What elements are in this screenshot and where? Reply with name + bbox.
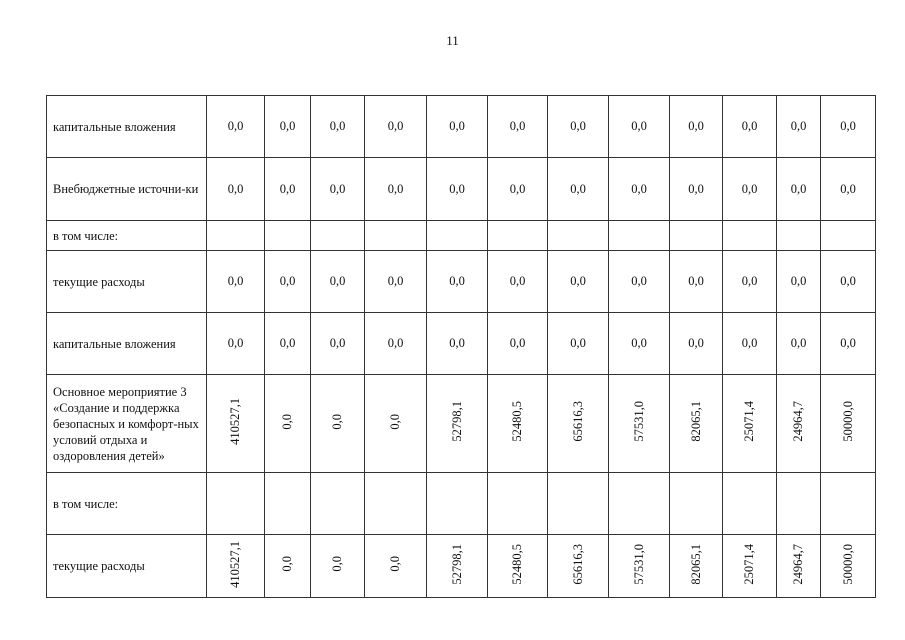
value-cell: 0,0 (670, 251, 723, 313)
table-row (47, 251, 876, 313)
value-text: 0,0 (388, 556, 402, 572)
value-cell (311, 473, 365, 535)
value-cell: 0,0 (207, 158, 265, 221)
row-label: в том числе: (47, 473, 207, 535)
value-cell (207, 221, 265, 251)
value-text: 0,0 (330, 556, 344, 572)
value-cell: 0,0 (265, 158, 311, 221)
value-cell: 0,0 (427, 251, 488, 313)
value-cell: 0,0 (548, 158, 609, 221)
value-cell: 0,0 (265, 251, 311, 313)
value-cell (311, 535, 365, 598)
value-cell: 0,0 (265, 313, 311, 375)
table-row (47, 473, 876, 535)
value-text: 50000,0 (840, 401, 855, 442)
value-text: 0,0 (388, 413, 402, 430)
value-cell: 0,0 (777, 96, 821, 158)
value-cell (723, 221, 777, 251)
value-cell: 0,0 (723, 313, 777, 375)
value-text: 52798,1 (449, 543, 464, 585)
value-text: 24964,7 (791, 543, 805, 585)
value-cell (488, 535, 548, 598)
value-text: 0,0 (280, 413, 294, 430)
value-text: 57531,0 (631, 401, 646, 442)
value-cell: 0,0 (488, 96, 548, 158)
value-cell (548, 535, 609, 598)
value-text: 65616,3 (570, 543, 585, 585)
table-row (47, 313, 876, 375)
value-cell (207, 535, 265, 598)
value-text: 52798,1 (449, 401, 464, 442)
value-text: 410527,1 (228, 398, 242, 445)
value-cell: 0,0 (723, 96, 777, 158)
value-cell (609, 535, 670, 598)
value-cell: 0,0 (821, 251, 876, 313)
value-text: 57531,0 (631, 543, 646, 585)
value-cell (488, 221, 548, 251)
value-cell: 0,0 (488, 251, 548, 313)
value-cell (821, 221, 876, 251)
value-cell: 0,0 (670, 158, 723, 221)
value-cell (365, 221, 427, 251)
budget-table (46, 95, 876, 598)
value-cell: 0,0 (777, 251, 821, 313)
value-cell: 0,0 (488, 158, 548, 221)
value-cell (670, 535, 723, 598)
value-cell: 0,0 (670, 96, 723, 158)
value-cell (207, 375, 265, 473)
value-cell: 0,0 (365, 96, 427, 158)
value-cell: 0,0 (365, 251, 427, 313)
value-cell: 0,0 (311, 96, 365, 158)
value-text: 0,0 (280, 556, 294, 572)
value-cell: 0,0 (821, 96, 876, 158)
value-cell: 0,0 (548, 251, 609, 313)
value-cell (265, 473, 311, 535)
value-cell (723, 375, 777, 473)
value-cell (548, 473, 609, 535)
value-cell: 0,0 (670, 313, 723, 375)
value-cell (548, 221, 609, 251)
table-row (47, 96, 876, 158)
value-cell (265, 221, 311, 251)
value-cell (609, 375, 670, 473)
value-cell (427, 473, 488, 535)
value-cell: 0,0 (207, 251, 265, 313)
value-cell (670, 473, 723, 535)
value-cell: 0,0 (427, 313, 488, 375)
row-label: Основное мероприятие 3 «Создание и поддержка безопасных и комфорт-ных условий отдыха и оздоровления детей» (47, 375, 207, 473)
value-cell (265, 375, 311, 473)
value-cell (670, 221, 723, 251)
value-cell: 0,0 (311, 251, 365, 313)
value-cell (207, 473, 265, 535)
value-cell: 0,0 (723, 251, 777, 313)
value-cell (821, 473, 876, 535)
table-row (47, 221, 876, 251)
value-cell (609, 473, 670, 535)
value-text: 410527,1 (228, 540, 242, 588)
value-cell (777, 375, 821, 473)
row-label: текущие расходы (47, 535, 207, 598)
value-text: 52480,5 (510, 543, 524, 585)
value-cell (488, 375, 548, 473)
value-cell: 0,0 (365, 313, 427, 375)
table-row (47, 535, 876, 598)
value-cell (548, 375, 609, 473)
value-cell (777, 221, 821, 251)
value-cell: 0,0 (609, 158, 670, 221)
value-cell (488, 473, 548, 535)
table-row (47, 375, 876, 473)
value-text: 25071,4 (742, 543, 756, 585)
value-cell (365, 535, 427, 598)
table-row (47, 158, 876, 221)
value-cell: 0,0 (488, 313, 548, 375)
value-cell (723, 473, 777, 535)
value-cell: 0,0 (723, 158, 777, 221)
value-cell: 0,0 (548, 96, 609, 158)
row-label: капитальные вложения (47, 96, 207, 158)
value-text: 82065,1 (688, 543, 703, 585)
value-cell (265, 535, 311, 598)
value-text: 52480,5 (510, 401, 524, 442)
value-text: 0,0 (330, 413, 344, 430)
value-cell (427, 221, 488, 251)
row-label: капитальные вложения (47, 313, 207, 375)
row-label: в том числе: (47, 221, 207, 251)
value-cell (723, 535, 777, 598)
value-cell (365, 375, 427, 473)
value-cell: 0,0 (609, 251, 670, 313)
value-cell: 0,0 (427, 158, 488, 221)
value-cell: 0,0 (821, 313, 876, 375)
value-cell: 0,0 (548, 313, 609, 375)
value-cell (777, 473, 821, 535)
value-cell (821, 535, 876, 598)
page-number: 11 (446, 33, 459, 48)
value-cell: 0,0 (311, 313, 365, 375)
value-cell (777, 535, 821, 598)
value-cell (821, 375, 876, 473)
value-cell: 0,0 (821, 158, 876, 221)
value-text: 82065,1 (688, 401, 703, 442)
value-cell: 0,0 (427, 96, 488, 158)
value-cell: 0,0 (207, 96, 265, 158)
value-cell (427, 535, 488, 598)
value-cell: 0,0 (609, 313, 670, 375)
value-cell: 0,0 (777, 158, 821, 221)
value-cell: 0,0 (207, 313, 265, 375)
value-cell: 0,0 (311, 158, 365, 221)
value-cell: 0,0 (265, 96, 311, 158)
value-cell: 0,0 (777, 313, 821, 375)
value-text: 65616,3 (570, 401, 585, 442)
value-cell (365, 473, 427, 535)
table-body (47, 96, 876, 598)
value-cell (311, 375, 365, 473)
row-label: текущие расходы (47, 251, 207, 313)
row-label: Внебюджетные источни-ки (47, 158, 207, 221)
value-text: 50000,0 (840, 543, 855, 585)
value-cell (609, 221, 670, 251)
value-text: 25071,4 (742, 401, 756, 442)
value-cell: 0,0 (609, 96, 670, 158)
value-cell (427, 375, 488, 473)
value-text: 24964,7 (791, 401, 805, 442)
value-cell: 0,0 (365, 158, 427, 221)
value-cell (311, 221, 365, 251)
value-cell (670, 375, 723, 473)
